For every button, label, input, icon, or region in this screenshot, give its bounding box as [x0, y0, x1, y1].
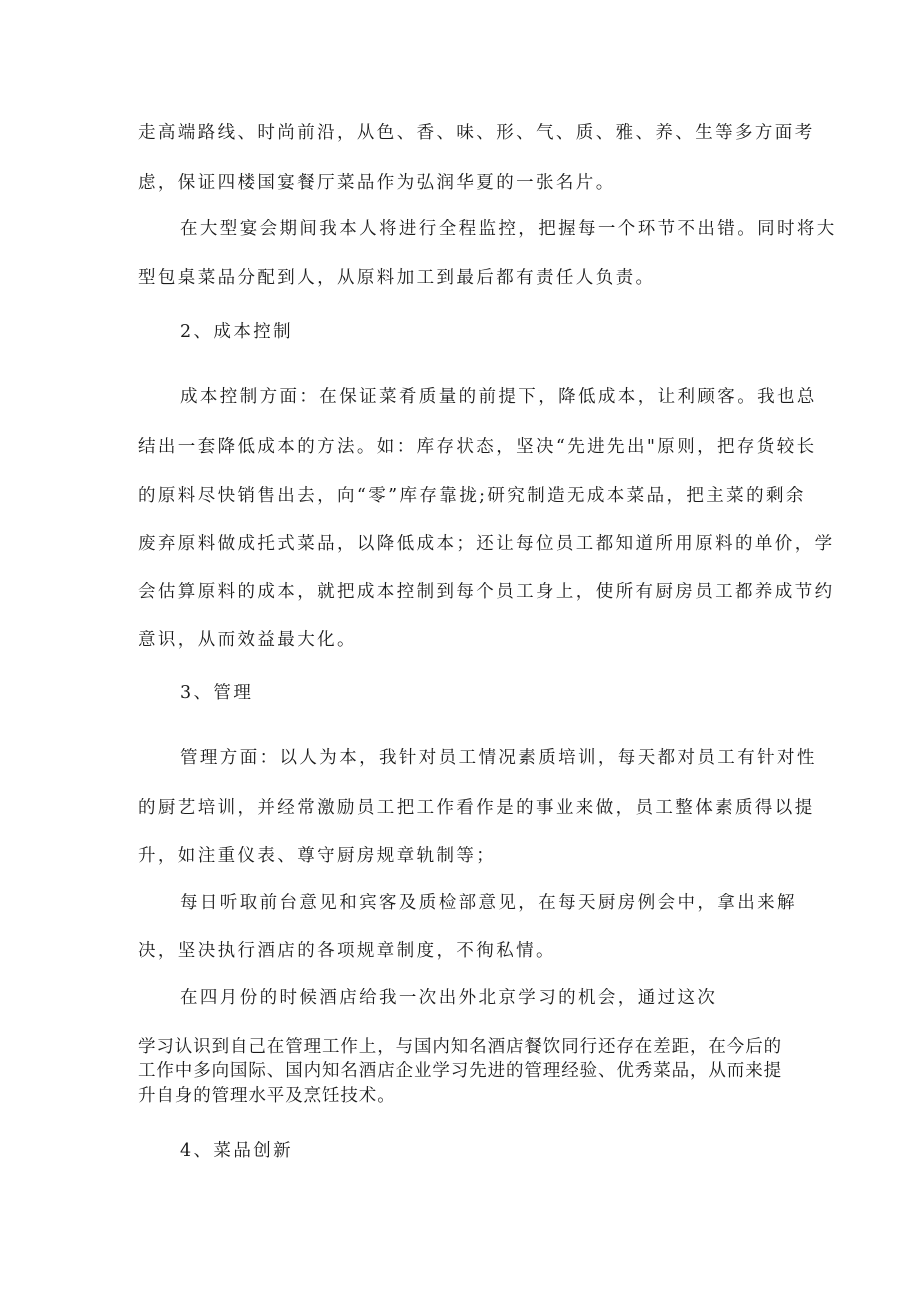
paragraph-line: 工作中多向国际、国内知名酒店企业学习先进的管理经验、优秀菜品，从而来提 — [138, 1061, 782, 1081]
paragraph-line: 的原料尽快销售出去，向“零”库存靠拢;研究制造无成本菜品，把主菜的剩余 — [138, 486, 806, 506]
section-heading: 2、成本控制 — [180, 322, 294, 342]
paragraph-line: 升，如注重仪表、尊守厨房规章轨制等； — [138, 846, 497, 866]
paragraph-line: 每日听取前台意见和宾客及质检部意见，在每天厨房例会中，拿出来解 — [180, 893, 797, 913]
paragraph-line: 管理方面：以人为本，我针对员工情况素质培训，每天都对员工有针对性 — [180, 748, 817, 768]
paragraph-line: 学习认识到自己在管理工作上，与国内知名酒店餐饮同行还存在差距，在今后的 — [138, 1037, 782, 1057]
paragraph-line: 虑，保证四楼国宴餐厅菜品作为弘润华夏的一张名片。 — [138, 173, 616, 193]
paragraph-line: 的厨艺培训，并经常激励员工把工作看作是的事业来做，员工整体素质得以提 — [138, 798, 815, 818]
section-heading: 4、菜品创新 — [180, 1141, 294, 1161]
paragraph-line: 在四月份的时候酒店给我一次出外北京学习的机会，通过这次 — [180, 988, 718, 1008]
section-heading: 3、管理 — [180, 683, 254, 703]
paragraph-line: 决，坚决执行酒店的各项规章制度，不徇私情。 — [138, 941, 556, 961]
paragraph-line: 废弃原料做成托式菜品，以降低成本；还让每位员工都知道所用原料的单价，学 — [138, 534, 835, 554]
paragraph-line: 意识，从而效益最大化。 — [138, 630, 357, 650]
paragraph-line: 会估算原料的成本，就把成本控制到每个员工身上，使所有厨房员工都养成节约 — [138, 582, 835, 602]
paragraph-line: 成本控制方面：在保证菜肴质量的前提下，降低成本，让利顾客。我也总 — [180, 387, 817, 407]
paragraph-line: 升自身的管理水平及烹饪技术。 — [138, 1086, 396, 1106]
paragraph-line: 结出一套降低成本的方法。如：库存状态，坚决“先进先出"原则，把存货较长 — [138, 437, 817, 457]
paragraph-line: 走高端路线、时尚前沿，从色、香、味、形、气、质、雅、养、生等多方面考 — [138, 123, 815, 143]
paragraph-line: 型包桌菜品分配到人，从原料加工到最后都有责任人负责。 — [138, 268, 656, 288]
paragraph-line: 在大型宴会期间我本人将进行全程监控，把握每一个环节不出错。同时将大 — [180, 219, 837, 239]
